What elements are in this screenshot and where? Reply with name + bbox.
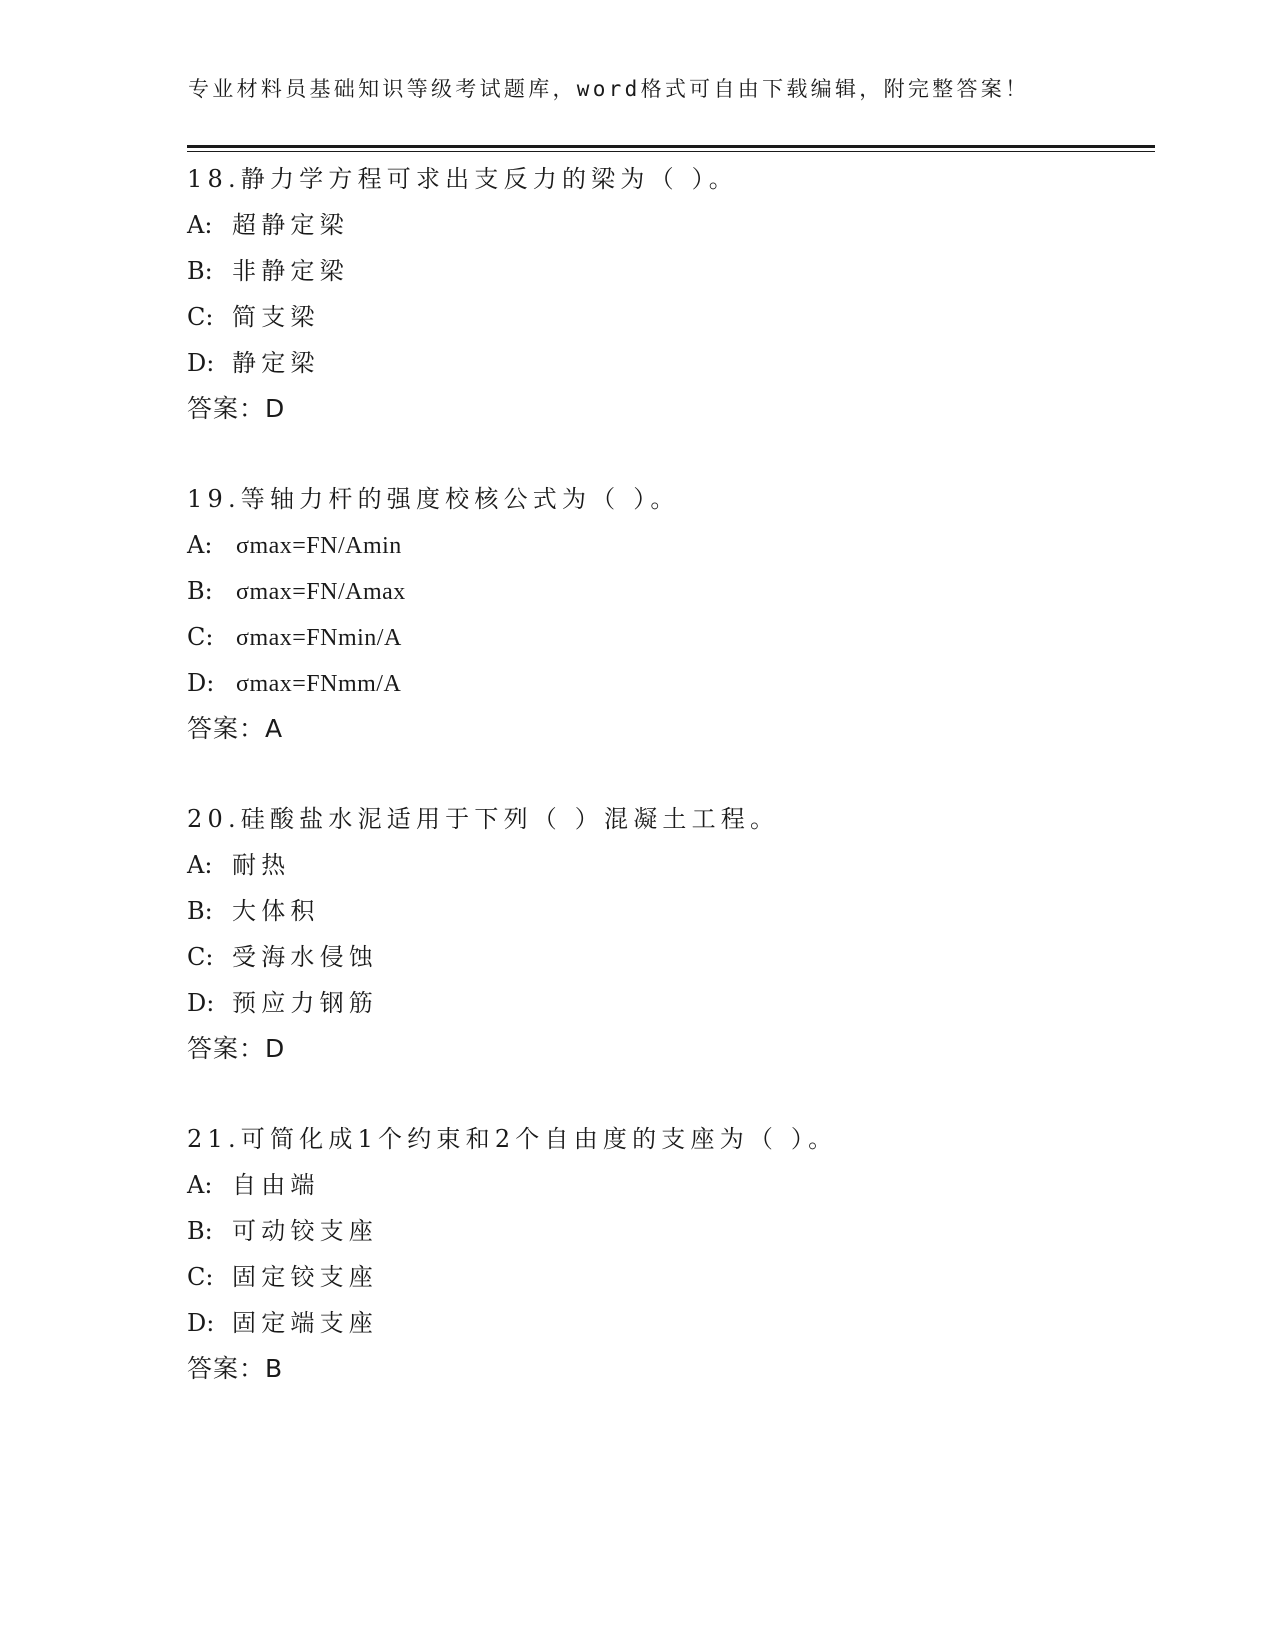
question-18 [187, 156, 1137, 432]
option-a [187, 202, 1137, 248]
option-label: A: [187, 1171, 213, 1199]
answer: 答案：D [187, 394, 286, 423]
option-text: 简支梁 [232, 303, 320, 331]
option-text: 静定梁 [232, 349, 320, 377]
option-label: C: [187, 943, 214, 971]
option-text: 可动铰支座 [232, 1217, 378, 1245]
question-19 [187, 476, 1137, 752]
option-c [187, 294, 1137, 340]
question-stem: 21.可简化成1个约束和2个自由度的支座为（ ）。 [187, 1125, 838, 1153]
option-d [187, 1300, 1137, 1346]
option-label: D: [187, 989, 215, 1017]
option-label: C: [187, 1263, 214, 1291]
option-label: C: [187, 623, 214, 651]
option-text: 受海水侵蚀 [232, 943, 378, 971]
question-stem: 19.等轴力杆的强度校核公式为（ ）。 [187, 485, 680, 513]
option-label: B: [187, 577, 213, 605]
option-text: 预应力钢筋 [232, 989, 378, 1017]
header-rule-thin [187, 151, 1155, 152]
question-stem: 20.硅酸盐水泥适用于下列（ ）混凝土工程。 [187, 805, 780, 833]
option-c [187, 934, 1137, 980]
option-text: 超静定梁 [232, 211, 349, 239]
question-21 [187, 1116, 1137, 1392]
option-a [187, 1162, 1137, 1208]
question-stem: 18.静力学方程可求出支反力的梁为（ ）。 [187, 165, 738, 193]
option-label: D: [187, 669, 215, 697]
option-text: σmax=FNmin/A [236, 625, 402, 651]
option-label: B: [187, 897, 213, 925]
option-label: B: [187, 1217, 213, 1245]
option-text: 固定端支座 [232, 1309, 378, 1337]
option-label: C: [187, 303, 214, 331]
option-c [187, 614, 1137, 660]
page-header: 专业材料员基础知识等级考试题库，word格式可自由下载编辑，附完整答案！ [188, 77, 1030, 101]
option-label: B: [187, 257, 213, 285]
option-d [187, 340, 1137, 386]
option-label: D: [187, 349, 215, 377]
option-text: 自由端 [232, 1171, 320, 1199]
option-b [187, 248, 1137, 294]
option-text: 固定铰支座 [232, 1263, 378, 1291]
answer: 答案：A [187, 714, 284, 743]
option-label: D: [187, 1309, 215, 1337]
option-a [187, 842, 1137, 888]
option-label: A: [187, 531, 213, 559]
option-b [187, 568, 1137, 614]
question-20 [187, 796, 1137, 1072]
option-a [187, 522, 1137, 568]
option-label: A: [187, 851, 213, 879]
option-c [187, 1254, 1137, 1300]
option-text: σmax=FNmm/A [236, 671, 402, 697]
option-b [187, 1208, 1137, 1254]
option-d [187, 660, 1137, 706]
option-text: 非静定梁 [232, 257, 349, 285]
header-rule-thick [187, 145, 1155, 148]
answer: 答案：D [187, 1034, 286, 1063]
option-text: 耐热 [232, 851, 291, 879]
option-b [187, 888, 1137, 934]
option-text: σmax=FN/Amax [236, 579, 406, 605]
option-label: A: [187, 211, 213, 239]
option-d [187, 980, 1137, 1026]
option-text: σmax=FN/Amin [236, 533, 402, 559]
answer: 答案：B [187, 1354, 284, 1383]
option-text: 大体积 [232, 897, 320, 925]
